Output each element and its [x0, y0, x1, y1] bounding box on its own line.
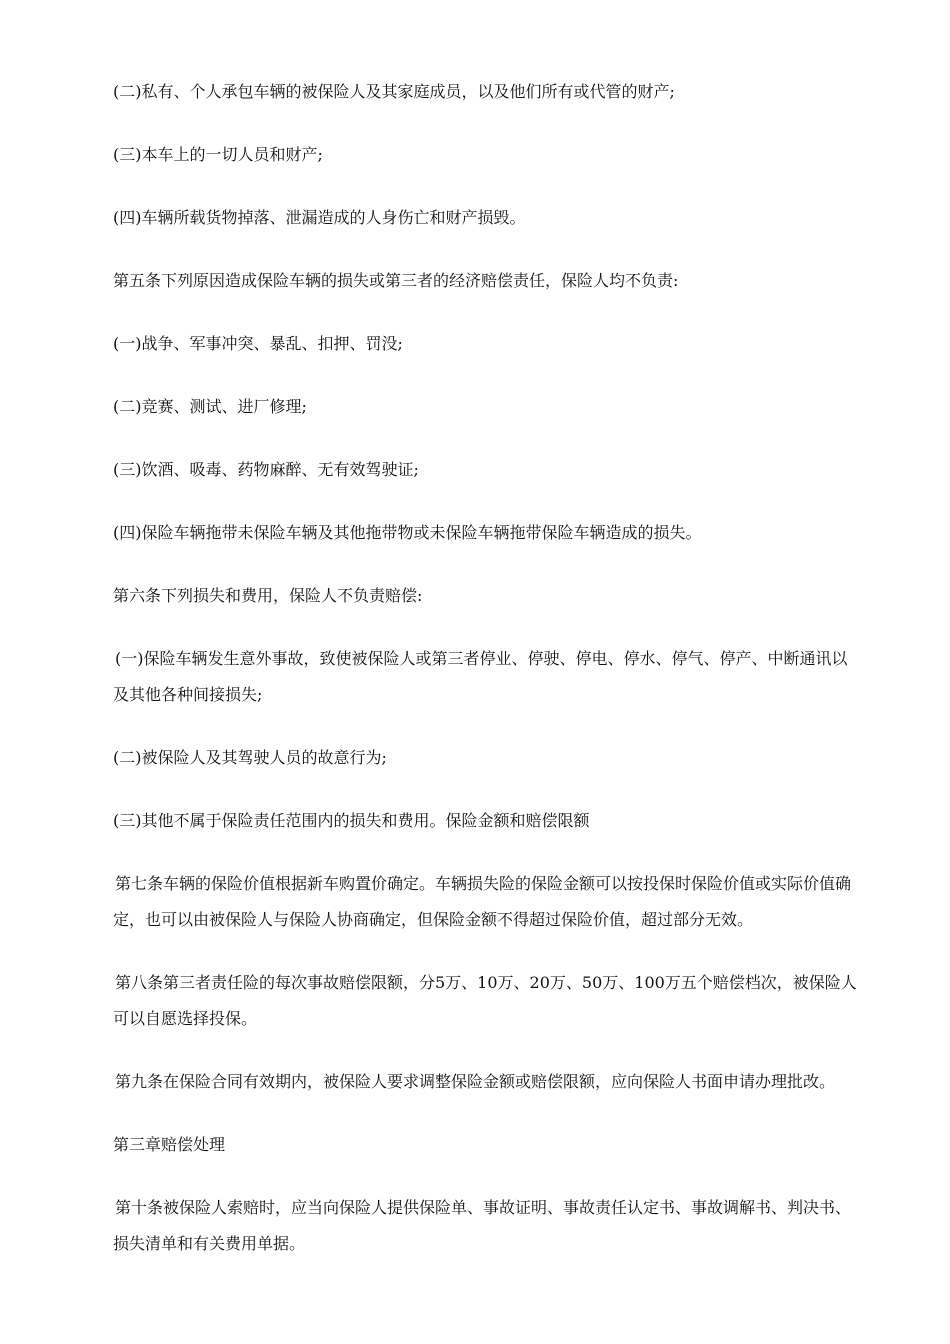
article-5-item-2: (二)竞赛、测试、进厂修理; — [113, 397, 307, 416]
article-5-item-1: (一)战争、军事冲突、暴乱、扣押、罚没; — [113, 334, 403, 353]
article-6-item-1: (一)保险车辆发生意外事故，致使被保险人或第三者停业、停驶、停电、停水、停气、停产、中断通讯以及其他各种间接损失; — [113, 649, 848, 704]
article-6-heading: 第六条下列损失和费用，保险人不负责赔偿: — [113, 586, 423, 605]
paragraph-item-2: (二)私有、个人承包车辆的被保险人及其家庭成员，以及他们所有或代管的财产; — [113, 82, 675, 101]
article-8: 第八条第三者责任险的每次事故赔偿限额，分5万、10万、20万、50万、100万五个赔偿档次，被保险人可以自愿选择投保。 — [113, 973, 857, 1028]
article-5-item-3: (三)饮酒、吸毒、药物麻醉、无有效驾驶证; — [113, 460, 419, 479]
article-6-item-3: (三)其他不属于保险责任范围内的损失和费用。保险金额和赔偿限额 — [113, 811, 590, 830]
paragraph-item-3: (三)本车上的一切人员和财产; — [113, 145, 323, 164]
article-9: 第九条在保险合同有效期内，被保险人要求调整保险金额或赔偿限额，应向保险人书面申请办理批改。 — [115, 1072, 836, 1091]
article-7: 第七条车辆的保险价值根据新车购置价确定。车辆损失险的保险金额可以按投保时保险价值或实际价值确定，也可以由被保险人与保险人协商确定，但保险金额不得超过保险价值，超过部分无效。 — [113, 874, 852, 929]
article-6-item-2: (二)被保险人及其驾驶人员的故意行为; — [113, 748, 387, 767]
article-5-heading: 第五条下列原因造成保险车辆的损失或第三者的经济赔偿责任，保险人均不负责: — [113, 271, 679, 290]
article-10: 第十条被保险人索赔时，应当向保险人提供保险单、事故证明、事故责任认定书、事故调解书、判决书、损失清单和有关费用单据。 — [113, 1198, 852, 1253]
chapter-3-heading: 第三章赔偿处理 — [113, 1135, 226, 1154]
article-5-item-4: (四)保险车辆拖带未保险车辆及其他拖带物或未保险车辆拖带保险车辆造成的损失。 — [113, 523, 702, 542]
paragraph-item-4: (四)车辆所载货物掉落、泄漏造成的人身伤亡和财产损毁。 — [113, 208, 526, 227]
document-body — [113, 74, 863, 1289]
